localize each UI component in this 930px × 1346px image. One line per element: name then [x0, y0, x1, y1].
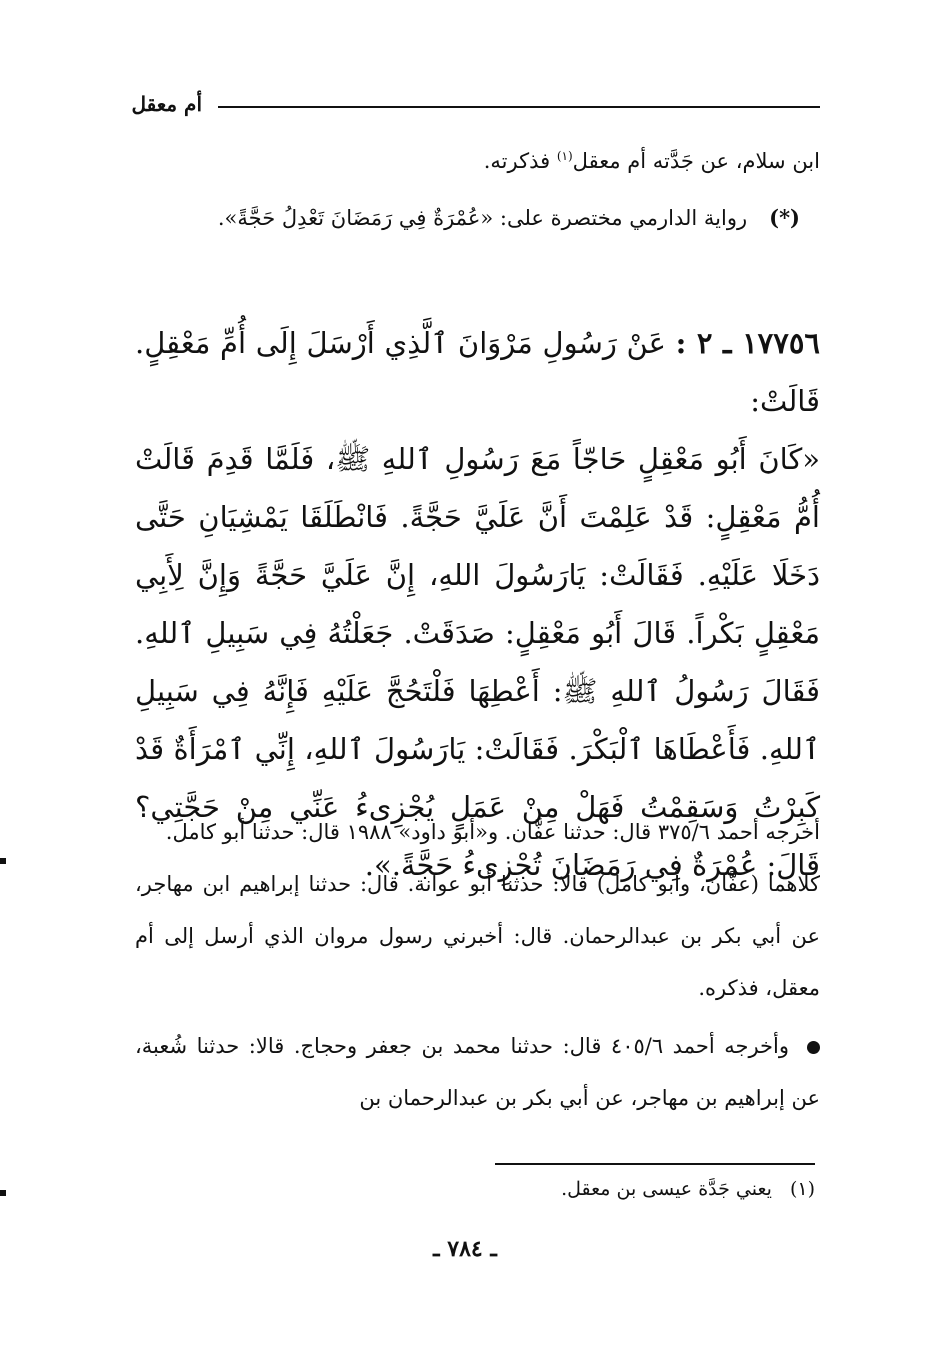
hadith-number: ١٧٧٥٦ ـ ٢ : [675, 326, 820, 360]
footnote-number: (١) [789, 1178, 815, 1200]
takhrij-paragraph-text: وأخرجه أحمد ٤٠٥/٦ قال: حدثنا محمد بن جعفر وحجاج. قالا: حدثنا شُعبة، عن إبراهيم بن مهاجر، عن أبي بكر بن عبدالرحمان بن [135, 1034, 820, 1110]
bullet-icon [807, 1041, 820, 1054]
footnote-rule [495, 1163, 815, 1165]
scan-edge-mark [0, 1190, 6, 1196]
intro-line [135, 130, 820, 187]
takhrij-paragraph: أخرجه أحمد ٣٧٥/٦ قال: حدثنا عفَّان. و«أبو داود» ١٩٨٨ قال: حدثنا أبو كامل. [165, 820, 820, 844]
note-text: رواية الدارمي مختصرة على: «عُمْرَةٌ فِي رَمَضَانَ تَعْدِلُ حَجَّةً». [217, 206, 748, 230]
hadith-opening: عَنْ رَسُولِ مَرْوَانَ ٱلَّذِي أَرْسَلَ إِلَى أُمِّ مَعْقِلٍ. قَالَتْ: [135, 326, 820, 418]
darimi-note [135, 192, 800, 244]
takhrij-block [135, 806, 820, 1124]
footnote-ref: (١) [556, 149, 573, 163]
footnote [561, 1178, 815, 1200]
intro-end: فذكرته. [483, 149, 557, 173]
note-mark: (*) [769, 205, 800, 230]
intro-text: ابن سلام، عن جَدَّته أم معقل [572, 149, 820, 173]
running-header-title: أم معقل [131, 92, 202, 116]
footnote-text: يعني جَدَّة عيسى بن معقل. [561, 1178, 772, 1200]
scan-edge-mark [0, 858, 6, 864]
page-number: ـ ٧٨٤ ـ [433, 1236, 497, 1262]
takhrij-paragraph: كلاهما (عفَّان، وأبو كامل) قالا: حدثنا أبو عوانة. قال: حدثنا إبراهيم ابن مهاجر، عن أبي بكر بن عبدالرحمان. قال: أخبرني رسول مروان الذي أرسل إلى أم معقل، فذكره. [135, 872, 820, 1000]
header-rule [218, 106, 820, 108]
hadith-body: «كَانَ أَبُو مَعْقِلٍ حَاجّاً مَعَ رَسُولِ ٱللهِ ﷺ، فَلَمَّا قَدِمَ قَالَتْ أُمُّ مَعْقِلٍ: قَدْ عَلِمْتَ أَنَّ عَلَيَّ حَجَّةً. فَانْطَلَقَا يَمْشِيَانِ حَتَّى دَخَلَا عَلَيْهِ. فَقَالَتْ: يَارَسُولَ اللهِ، إِنَّ عَلَيَّ حَجَّةً وَإِنَّ لِأَبِي مَعْقِلٍ بَكْراً. قَالَ أَبُو مَعْقِلٍ: صَدَقَتْ. جَعَلْتُهُ فِي سَبِيلِ ٱللهِ. فَقَالَ رَسُولُ ٱللهِ ﷺ: أَعْطِهَا فَلْتَحُجَّ عَلَيْهِ فَإِنَّهُ فِي سَبِيلِ ٱللهِ. فَأَعْطَاهَا ٱلْبَكْرَ. فَقَالَتْ: يَارَسُولَ ٱللهِ، إِنِّي ٱمْرَأَةٌ قَدْ كَبِرْتُ وَسَقِمْتُ فَهَلْ مِنْ عَمَلٍ يُجْزِىءُ عَنِّي مِنْ حَجَّتِي؟ قَالَ: عُمْرَةٌ فِي رَمَضَانَ تُجْزِىءُ حَجَّةً.». [135, 442, 820, 882]
takhrij-paragraph [135, 1020, 820, 1124]
